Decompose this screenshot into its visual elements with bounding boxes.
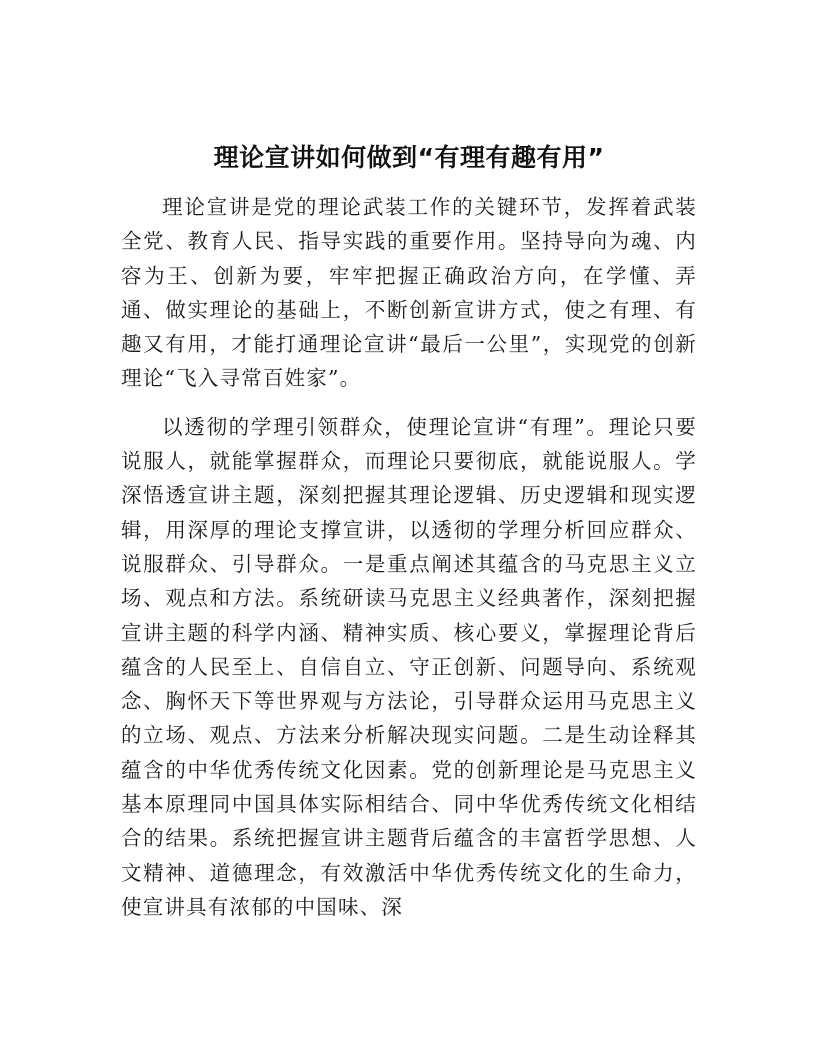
- body-paragraph-2: 以透彻的学理引领群众，使理论宣讲“有理”。理论只要说服人，就能掌握群众，而理论只要彻底，就能说服人。学深悟透宣讲主题，深刻把握其理论逻辑、历史逻辑和现实逻辑，用深厚的理论支撑宣讲，以透彻的学理分析回应群众、说服群众、引导群众。一是重点阐述其蕴含的马克思主义立场、观点和方法。系统研读马克思主义经典著作，深刻把握宣讲主题的科学内涵、精神实质、核心要义，掌握理论背后蕴含的人民至上、自信自立、守正创新、问题导向、系统观念、胸怀天下等世界观与方法论，引导群众运用马克思主义的立场、观点、方法来分析解决现实问题。二是生动诠释其蕴含的中华优秀传统文化因素。党的创新理论是马克思主义基本原理同中国具体实际相结合、同中华优秀传统文化相结合的结果。系统把握宣讲主题背后蕴含的丰富哲学思想、人文精神、道德理念，有效激活中华优秀传统文化的生命力，使宣讲具有浓郁的中国味、深: [121, 414, 697, 919]
- body-paragraph-1: 理论宣讲是党的理论武装工作的关键环节，发挥着武装全党、教育人民、指导实践的重要作用。坚持导向为魂、内容为王、创新为要，牢牢把握正确政治方向，在学懂、弄通、做实理论的基础上，不断创新宣讲方式，使之有理、有趣又有用，才能打通理论宣讲“最后一公里”，实现党的创新理论“飞入寻常百姓家”。: [121, 195, 697, 391]
- document-page: [121, 138, 697, 924]
- document-title: 理论宣讲如何做到“有理有趣有用”: [213, 143, 605, 172]
